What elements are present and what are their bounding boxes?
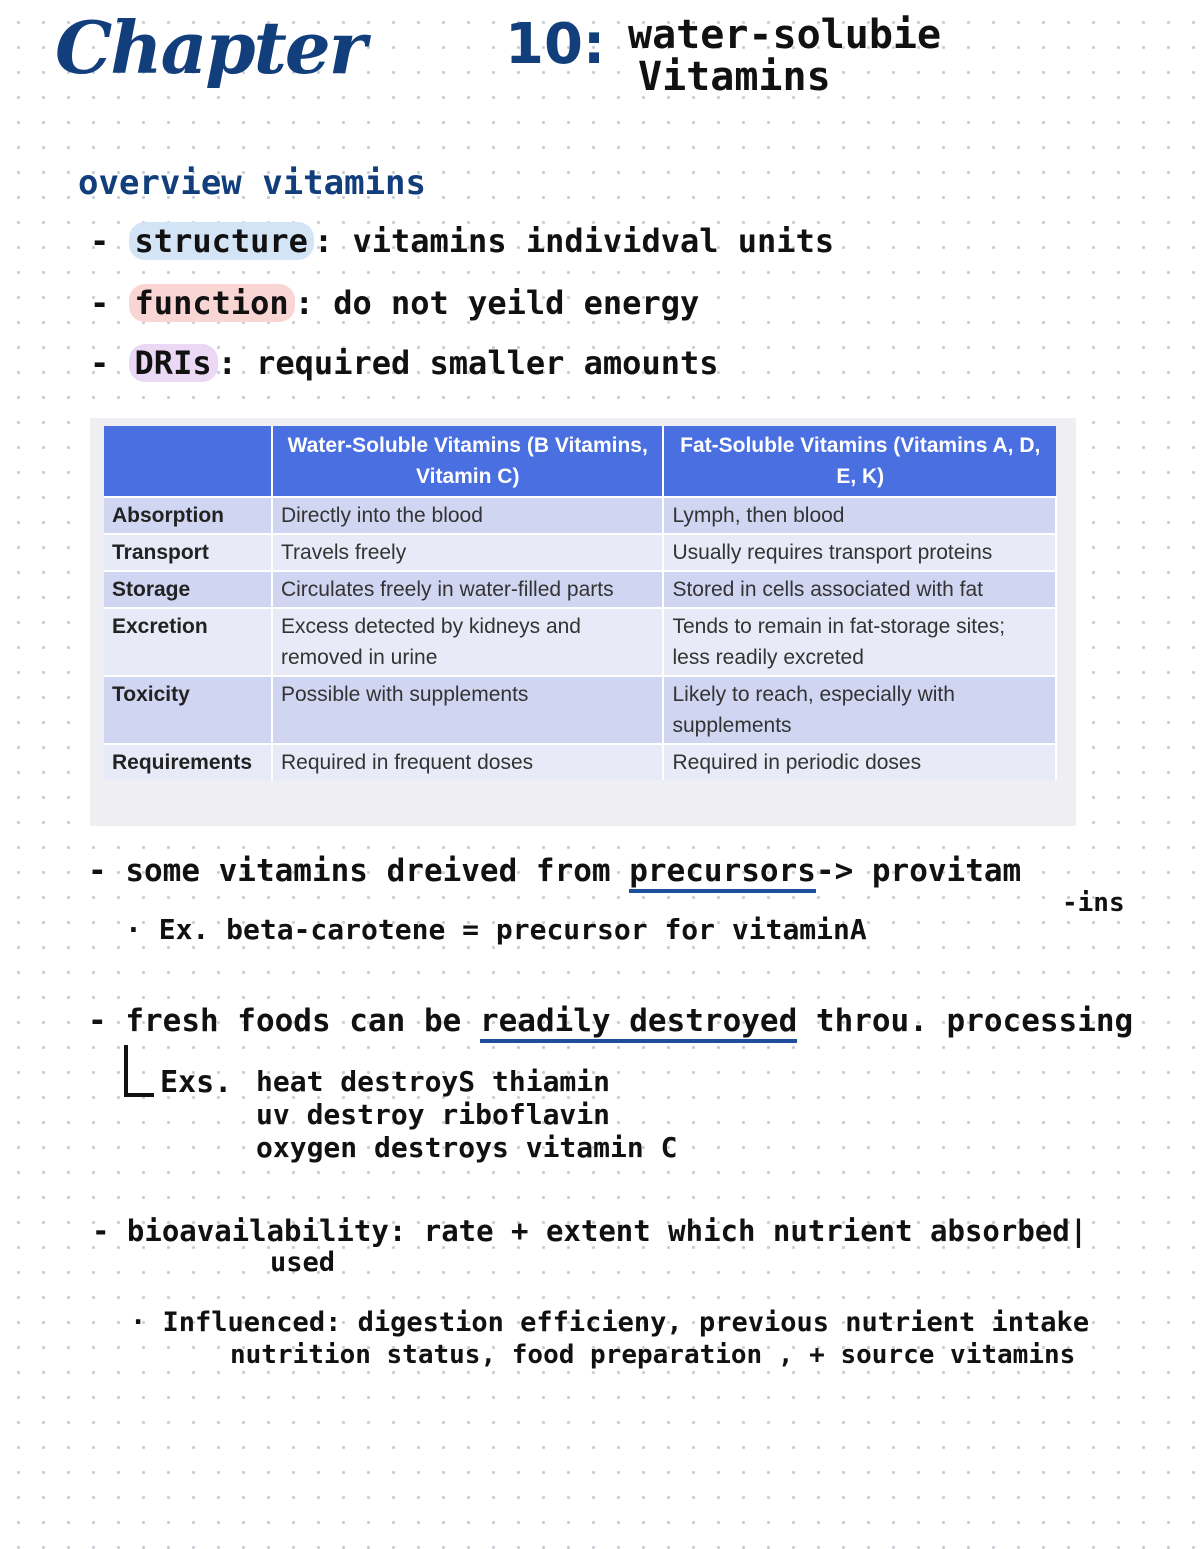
- table-row: [104, 608, 1056, 676]
- sep: :: [217, 344, 237, 382]
- bullet-dris: - DRIs : required smaller amounts: [90, 344, 719, 382]
- table-row: [104, 534, 1056, 571]
- example-line: heat destroyS thiamin: [256, 1065, 611, 1098]
- note-precursors: - some vitamins dreived from precursors-> provitam: [88, 853, 1021, 889]
- note-influenced: · Influenced: digestion efficieny, previous nutrient intake: [130, 1307, 1090, 1338]
- table-cell: Directly into the blood: [272, 497, 664, 534]
- table-cell: Lymph, then blood: [663, 497, 1056, 534]
- table-row: [104, 744, 1056, 780]
- table-header: Water-Soluble Vitamins (B Vitamins, Vitamin C): [272, 426, 664, 497]
- table-row: [104, 571, 1056, 608]
- bracket-connector: [124, 1045, 154, 1097]
- note-text: fresh foods can be: [125, 1003, 462, 1039]
- bullet-function: - function : do not yeild energy: [90, 284, 700, 322]
- note-influenced-line2: nutrition status, food preparation , + source vitamins: [230, 1340, 1076, 1370]
- table-cell: Stored in cells associated with fat: [663, 571, 1056, 608]
- table-cell: Usually requires transport proteins: [663, 534, 1056, 571]
- highlight-structure: structure: [129, 222, 314, 260]
- note-bioavailability-line2: used: [270, 1247, 336, 1278]
- bullet-text: do not yeild energy: [333, 284, 700, 322]
- highlight-function: function: [129, 284, 295, 322]
- note-processing: - fresh foods can be readily destroyed throu. processing: [88, 1003, 1133, 1039]
- sep: :: [313, 222, 334, 260]
- chapter-title-line2: Vitamins: [638, 54, 831, 100]
- bullet-text: required smaller amounts: [256, 344, 719, 382]
- table-cell: Tends to remain in fat-storage sites; less readily excreted: [663, 608, 1056, 676]
- chapter-title-line1: water-solubie: [628, 12, 942, 58]
- bullet-structure: - structure : vitamins individval units: [90, 222, 835, 260]
- table-header: Fat-Soluble Vitamins (Vitamins A, D, E, K): [663, 426, 1056, 497]
- row-header: Toxicity: [104, 676, 272, 744]
- table-row: [104, 497, 1056, 534]
- row-header: Storage: [104, 571, 272, 608]
- underlined-precursors: precursors: [629, 853, 816, 893]
- processing-examples: [256, 1065, 677, 1164]
- bullet-text: vitamins individval units: [352, 222, 835, 260]
- note-precursor-example: · Ex. beta-carotene = precursor for vitaminA: [125, 913, 867, 946]
- processing-examples-label: Exs.: [160, 1065, 233, 1100]
- table-cell: Required in frequent doses: [272, 744, 664, 780]
- note-text: Ex. beta-carotene = precursor for vitaminA: [158, 913, 867, 946]
- underlined-readily-destroyed: readily destroyed: [480, 1003, 797, 1043]
- note-text: some vitamins dreived from: [125, 853, 611, 889]
- example-line: oxygen destroys vitamin C: [256, 1131, 678, 1164]
- chapter-number: 10:: [505, 12, 606, 77]
- note-precursors-wrap: -ins: [1062, 888, 1125, 918]
- note-text: bioavailability: rate + extent which nutrient absorbed|: [126, 1214, 1088, 1248]
- note-bioavailability: - bioavailability: rate + extent which nutrient absorbed|: [92, 1214, 1088, 1248]
- highlight-dris: DRIs: [129, 344, 218, 382]
- example-line: uv destroy riboflavin: [256, 1098, 611, 1131]
- table-header: [104, 426, 272, 497]
- note-text: -> provitam: [815, 853, 1022, 889]
- chapter-title: [628, 14, 941, 98]
- vitamin-comparison-table: [104, 426, 1057, 780]
- table-cell: Possible with supplements: [272, 676, 664, 744]
- note-text: throu. processing: [815, 1003, 1134, 1039]
- table-cell: Excess detected by kidneys and removed in urine: [272, 608, 664, 676]
- table-cell: Circulates freely in water-filled parts: [272, 571, 664, 608]
- overview-heading: overview vitamins: [78, 163, 426, 203]
- row-header: Transport: [104, 534, 272, 571]
- row-header: Requirements: [104, 744, 272, 780]
- comparison-table-panel: [90, 418, 1076, 826]
- row-header: Absorption: [104, 497, 272, 534]
- row-header: Excretion: [104, 608, 272, 676]
- table-header-row: [104, 426, 1056, 497]
- table-cell: Required in periodic doses: [663, 744, 1056, 780]
- chapter-heading-word: Chapter: [55, 5, 365, 90]
- table-cell: Likely to reach, especially with supplements: [663, 676, 1056, 744]
- table-cell: Travels freely: [272, 534, 664, 571]
- sep: :: [294, 284, 314, 322]
- note-text: Influenced: digestion efficieny, previous nutrient intake: [162, 1307, 1090, 1338]
- table-row: [104, 676, 1056, 744]
